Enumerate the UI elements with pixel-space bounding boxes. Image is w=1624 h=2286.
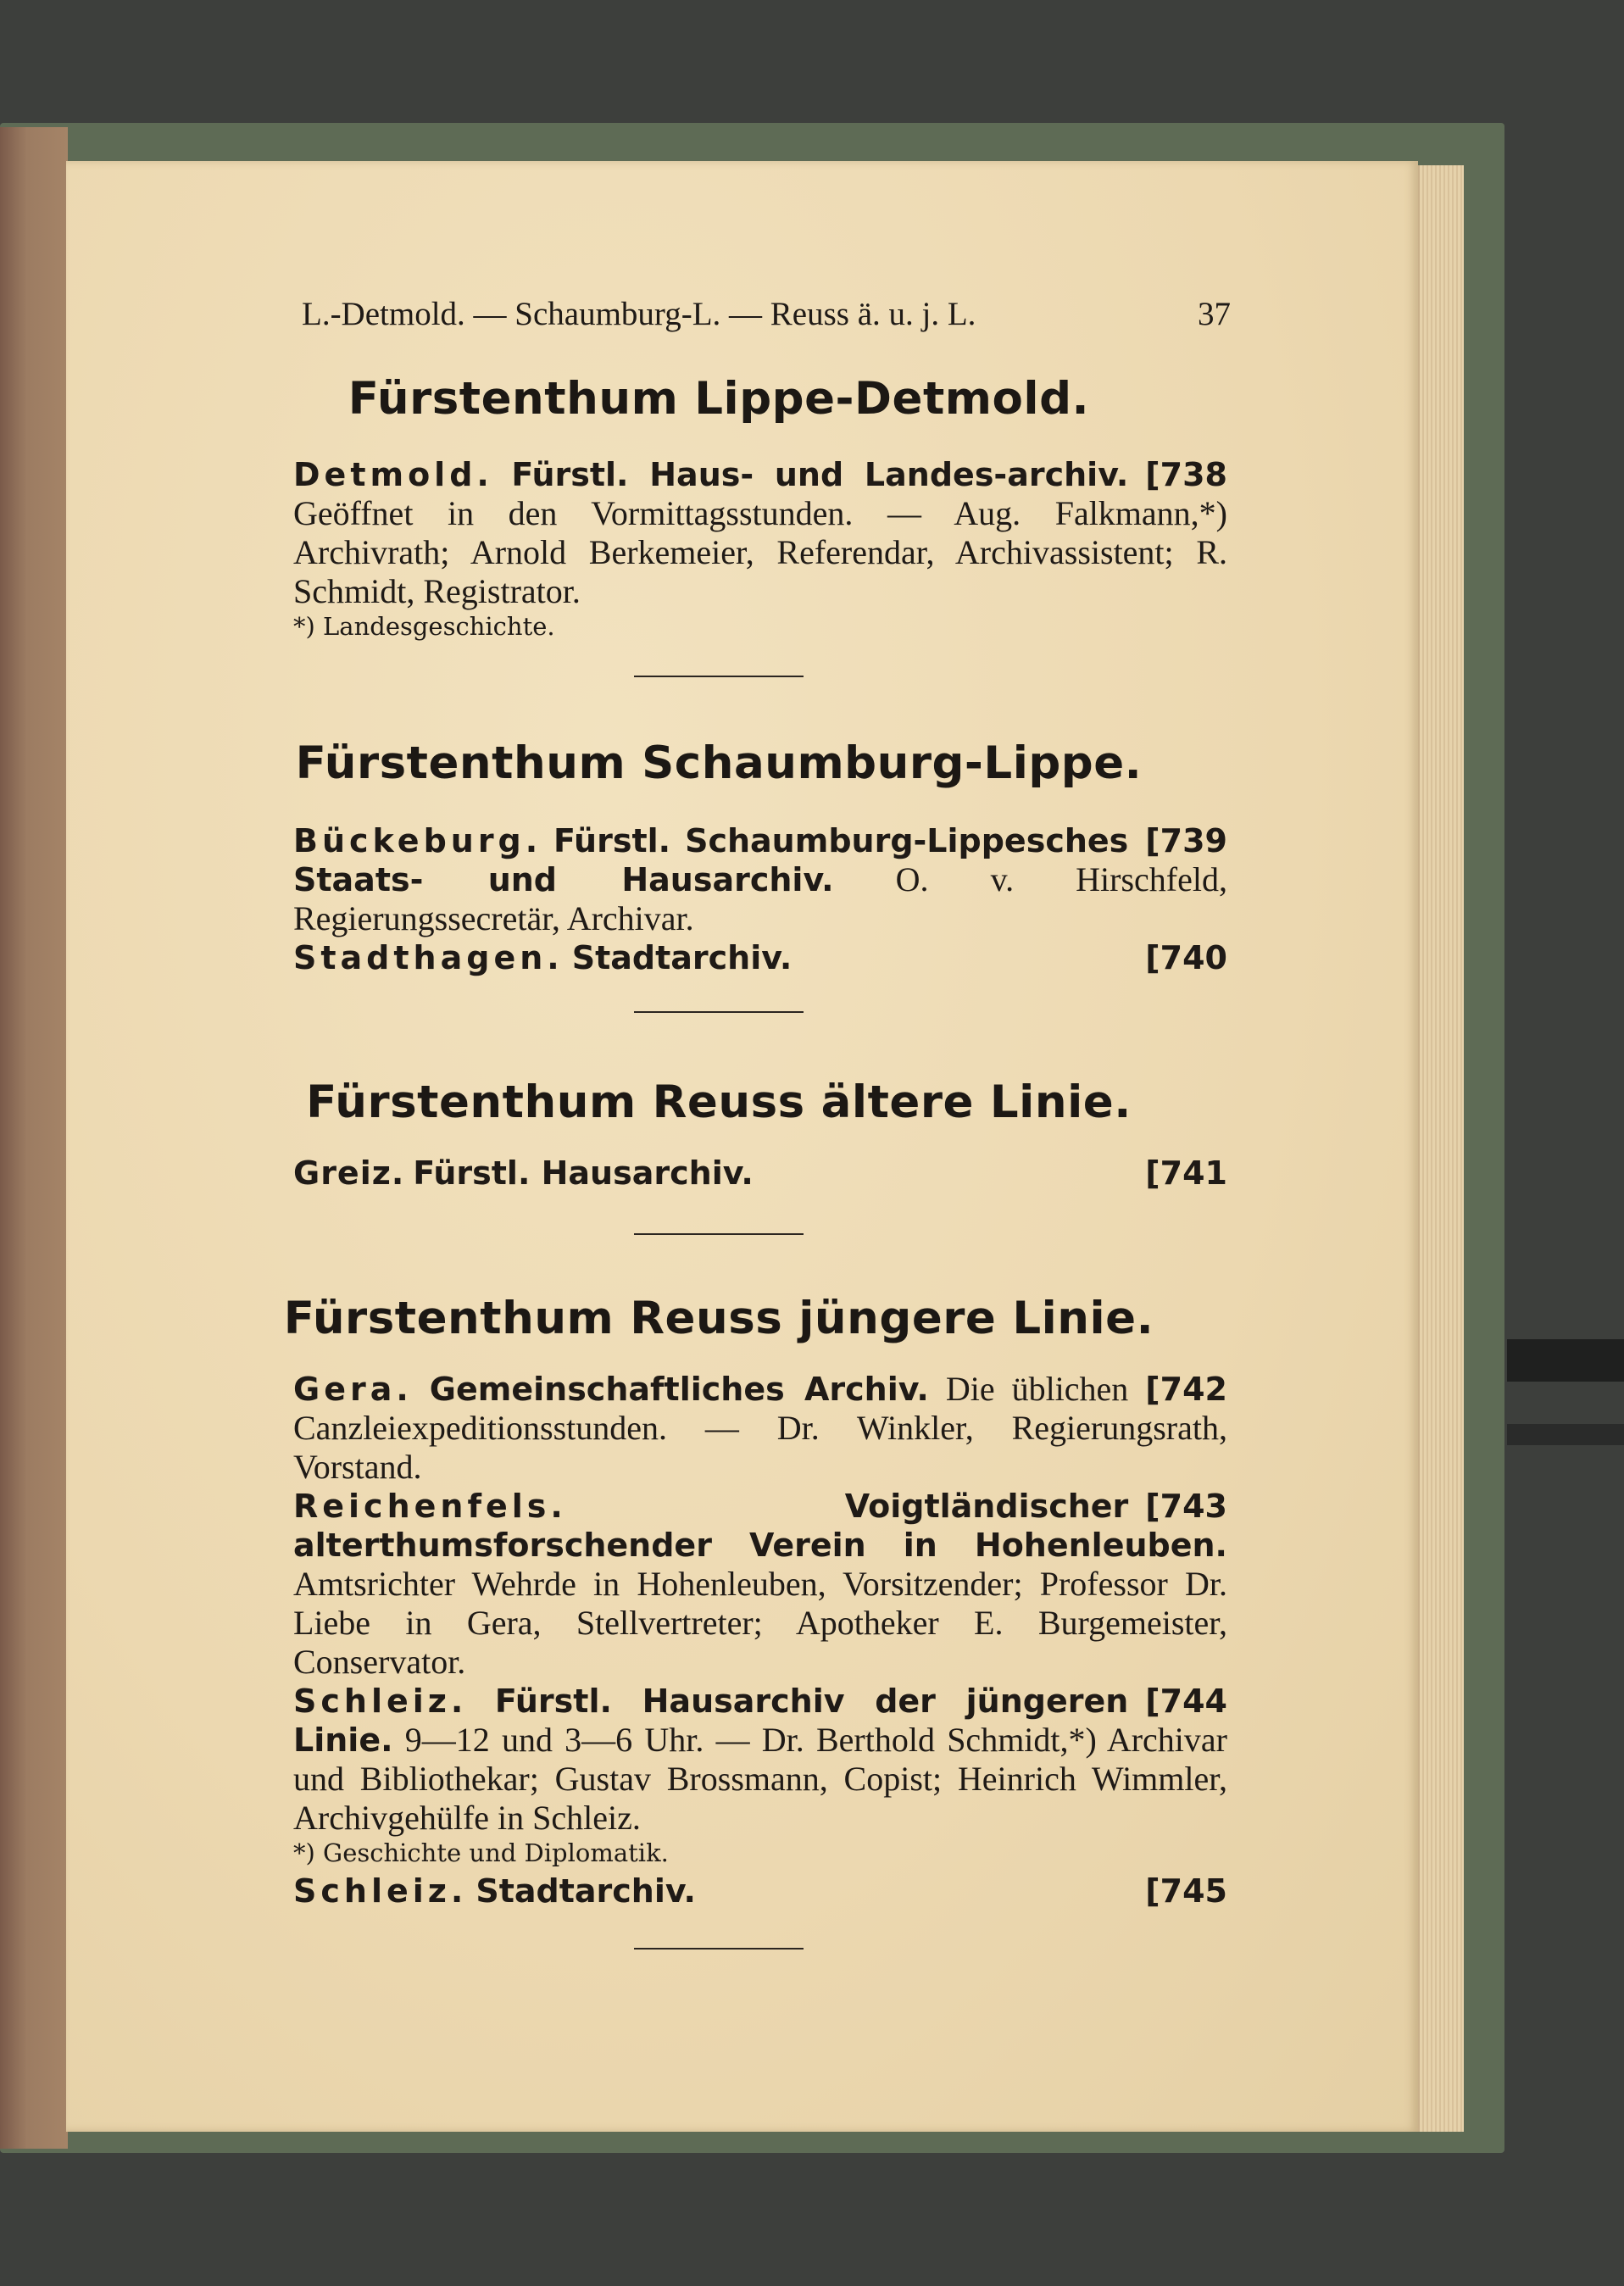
section-divider [634, 1233, 804, 1235]
section-title: Fürstenthum Lippe-Detmold. [348, 373, 1090, 425]
section-title: Fürstenthum Reuss jüngere Linie. [283, 1293, 1154, 1344]
entry-745 [210, 1872, 1227, 1911]
entry-text: 9—12 und 3—6 Uhr. — Dr. Berthold Schmidt,*) Archivar und Bibliothekar; Gustav Brossmann, Copist; Heinrich Wimmler, Archivgehülfe in Schleiz. [293, 1721, 1227, 1837]
entry-number: [743 [1145, 1488, 1227, 1525]
entry-place: Detmold. [293, 456, 493, 493]
entry-place: Gera. [293, 1371, 413, 1408]
entry-number: [740 [1145, 939, 1227, 976]
section-reuss-aeltere [210, 1076, 1227, 1235]
running-head [210, 288, 1231, 356]
entry-institution: Fürstl. Hausarchiv. [413, 1154, 754, 1192]
footnote: *) Geschichte und Diplomatik. [293, 1838, 669, 1867]
background-strip [1507, 1339, 1624, 1382]
entry-text: O. v. Hirschfeld, Regierungssecretär, Archivar. [293, 860, 1227, 937]
entry-institution: Stadtarchiv. [476, 1872, 696, 1910]
running-head-text: L.-Detmold. — Schaumburg-L. — Reuss ä. u. j. L. [302, 296, 976, 332]
section-divider [634, 676, 804, 677]
entry-place: Stadthagen. [293, 939, 564, 976]
entry-743 [210, 1487, 1227, 1682]
section-title: Fürstenthum Reuss ältere Linie. [306, 1076, 1132, 1128]
entry-number: [739 [1145, 822, 1227, 859]
page-number: 37 [1198, 296, 1231, 332]
entry-number: [738 [1145, 456, 1227, 493]
entry-place: Greiz. [293, 1154, 405, 1192]
entry-place: Bückeburg. [293, 822, 542, 859]
section-divider [634, 1948, 804, 1949]
entry-place: Schleiz. [293, 1683, 468, 1720]
entry-738 [210, 455, 1227, 611]
entry-institution: Gemeinschaftliches Archiv. [429, 1371, 929, 1408]
footnote: *) Landesgeschichte. [293, 612, 555, 641]
entry-institution: Fürstl. Schaumburg-Lippesches Staats- und Hausarchiv. [293, 822, 1129, 898]
entry-text: Amtsrichter Wehrde in Hohenleuben, Vorsitzender; Professor Dr. Liebe in Gera, Stellvertreter; Apotheker E. Burgemeister, Conservator. [293, 1565, 1227, 1681]
section-reuss-juengere [210, 1293, 1227, 1949]
page-content [210, 288, 1231, 1910]
entry-institution: Stadtarchiv. [571, 939, 793, 976]
book-spine [0, 127, 68, 2149]
entry-number: [745 [1145, 1872, 1227, 1910]
entry-742 [210, 1370, 1227, 1487]
entry-place: Schleiz. [293, 1872, 468, 1910]
section-title: Fürstenthum Schaumburg-Lippe. [295, 737, 1143, 789]
entry-text: Die üblichen Canzleiexpeditionsstunden. — Dr. Winkler, Regierungsrath, Vorstand. [293, 1370, 1227, 1486]
entry-institution: Voigtländischer alterthumsforschender Verein in Hohenleuben. [293, 1488, 1227, 1564]
entry-741 [210, 1154, 1227, 1193]
entry-institution: Fürstl. Haus- und Landes-archiv. [511, 456, 1129, 493]
entry-text: Geöffnet in den Vormittagsstunden. — Aug. Falkmann,*) Archivrath; Arnold Berkemeier, Referendar, Archivassistent; R. Schmidt, Registrator. [293, 494, 1227, 610]
entry-740 [210, 938, 1227, 977]
entry-744 [210, 1682, 1227, 1838]
entry-institution: Fürstl. Hausarchiv der jüngeren Linie. [293, 1683, 1129, 1759]
entry-number: [744 [1145, 1683, 1227, 1720]
section-divider [634, 1011, 804, 1013]
entry-739 [210, 821, 1227, 938]
entry-place: Reichenfels. [293, 1488, 567, 1525]
entry-number: [742 [1145, 1371, 1227, 1408]
entry-number: [741 [1145, 1154, 1227, 1192]
background-strip [1507, 1424, 1624, 1445]
page-edges [1418, 165, 1464, 2132]
section-schaumburg-lippe [210, 737, 1227, 1013]
section-lippe-detmold [210, 373, 1227, 677]
